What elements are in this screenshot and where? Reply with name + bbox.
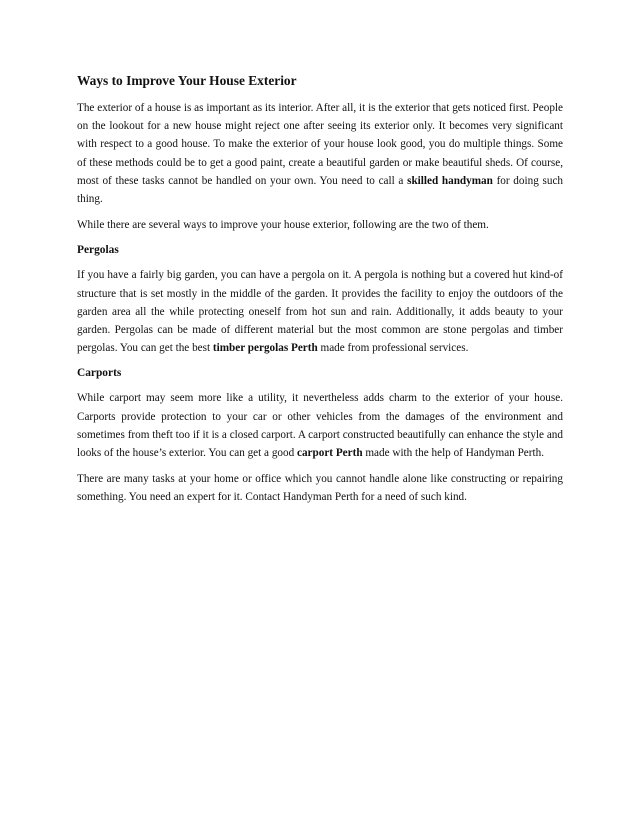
intro-text-end: for doing such thing. [77, 174, 563, 206]
page-title: Ways to Improve Your House Exterior [77, 73, 297, 88]
carports-paragraph [77, 389, 563, 462]
carports-bold-link: carport Perth [297, 447, 363, 460]
pergolas-text: If you have a fairly big garden, you can have a pergola on it. A pergola is nothing but a covered hut kind-of structure that is set mostly in the middle of the garden. It provides the facility to enjoy the outdoors of the garden area all the while protecting oneself from hot sun and rain. Additionally, it adds beauty to your garden. Pergolas can be made of different material but the most common are stone pergolas and timber pergolas. You can get the best [77, 269, 563, 355]
closing-paragraph: There are many tasks at your home or office which you cannot handle alone like constructing or repairing something. You need an expert for it. Contact Handyman Perth for a need of such kind. [77, 473, 563, 504]
intro-text: The exterior of a house is as important as its interior. After all, it is the exterior that gets noticed first. People on the lookout for a new house might reject one after seeing its exterior only. It becomes very significant with respect to a good house. To make the exterior of your house look good, you do multiple things. Some of these methods could be to get a good paint, create a beautiful garden or make beautiful sheds. Of course, most of these tasks cannot be handled on your own. You need to call a [77, 102, 563, 187]
pergolas-paragraph [77, 266, 563, 357]
lead-in-paragraph: While there are several ways to improve your house exterior, following are the two of them. [77, 219, 489, 232]
section-heading-pergolas: Pergolas [77, 244, 119, 257]
intro-bold-link: skilled handyman [407, 174, 493, 187]
carports-text: While carport may seem more like a utility, it nevertheless adds charm to the exterior of your house. Carports provide protection to your car or other vehicles from the damages of the environment and sometimes from theft too if it is a closed carport. A carport constructed beautifully can enhance the style and looks of the house’s exterior. You can get a good [77, 392, 563, 460]
carports-text-end: made with the help of Handyman Perth. [362, 447, 544, 460]
document-page [77, 72, 563, 515]
pergolas-text-end: made from professional services. [317, 342, 469, 355]
pergolas-bold-link: timber pergolas Perth [212, 342, 318, 355]
section-heading-carports: Carports [77, 367, 122, 380]
intro-paragraph [77, 99, 563, 208]
